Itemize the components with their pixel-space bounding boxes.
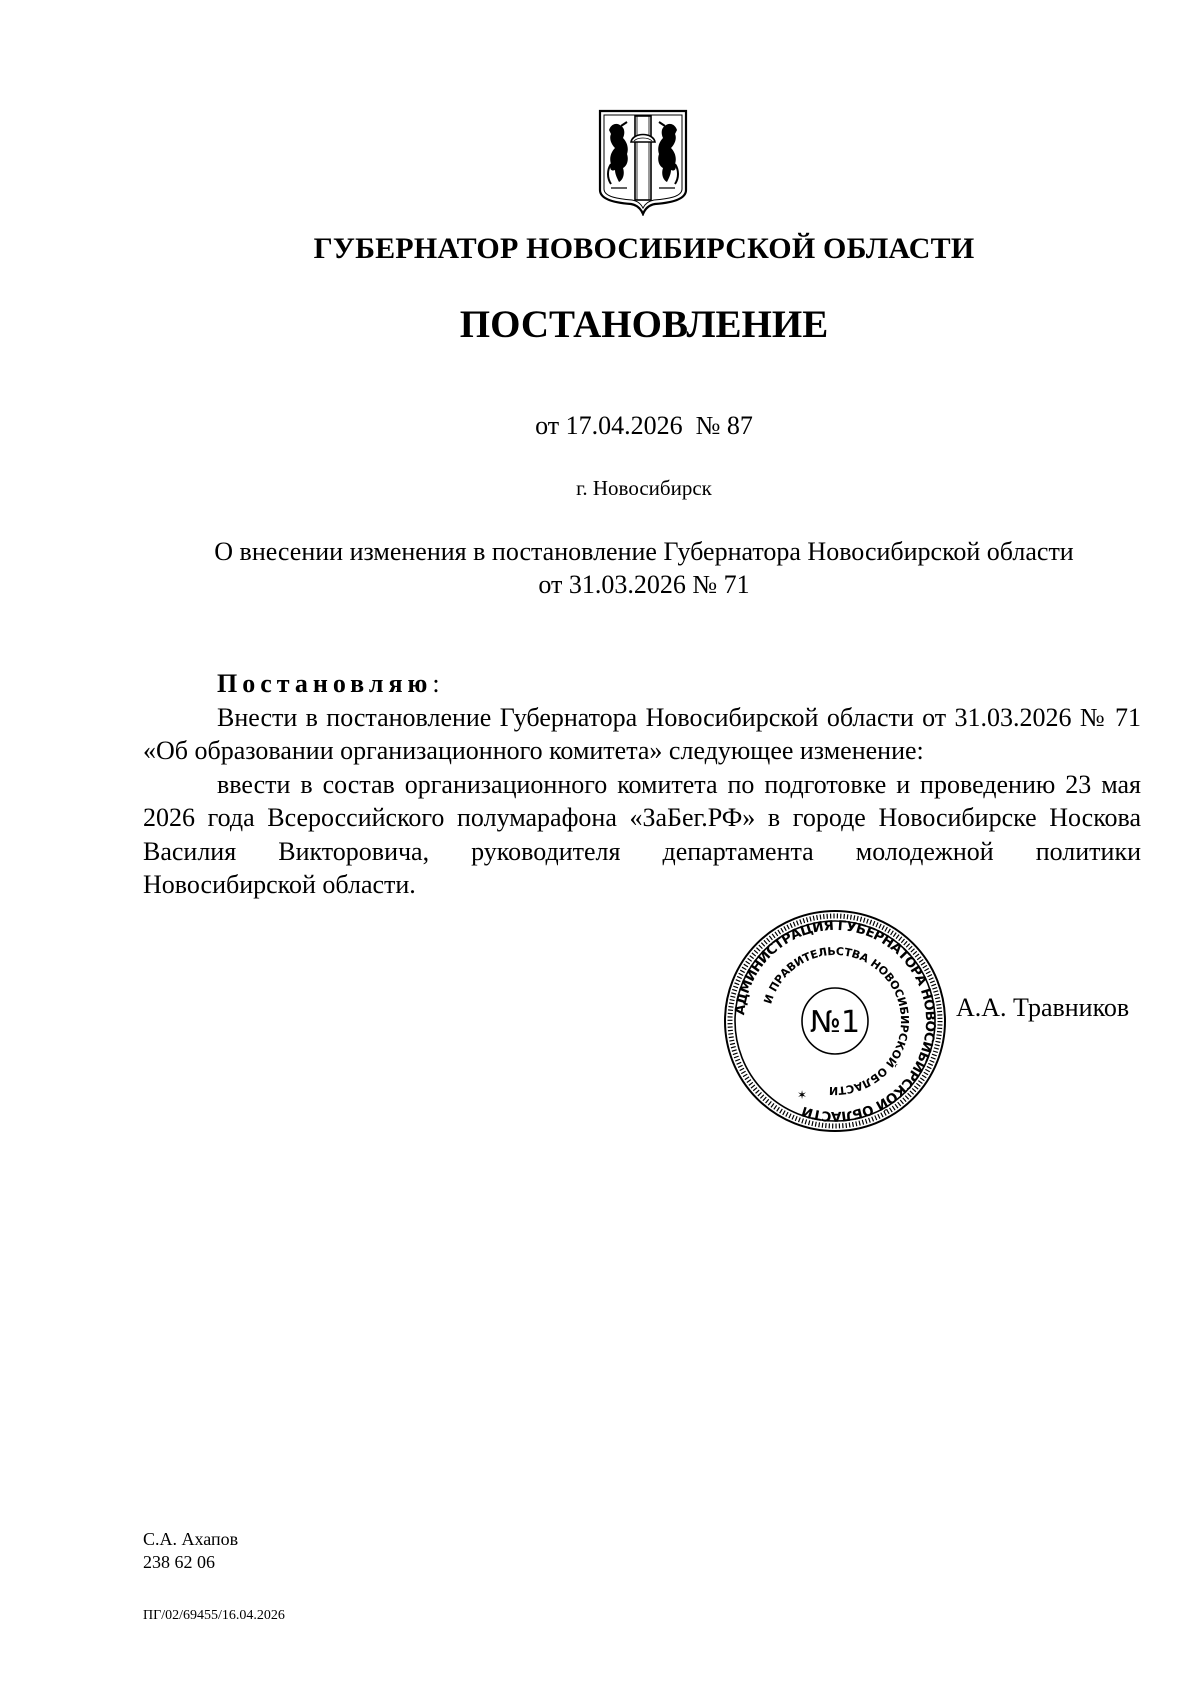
subject-line-1: О внесении изменения в постановление Губернатора Новосибирской области (214, 537, 1074, 566)
resolve-word: Постановляю (217, 669, 433, 698)
document-subject (0, 535, 1200, 601)
document-date-number: от 17.04.2026 № 87 (535, 411, 753, 440)
document-reference: ПГ/02/69455/16.04.2026 (143, 1608, 285, 1623)
document-type: ПОСТАНОВЛЕНИЕ (459, 303, 829, 346)
document-body (143, 667, 1141, 902)
executor-phone: 238 62 06 (143, 1552, 215, 1572)
coat-of-arms-icon (597, 108, 689, 216)
body-paragraph-1: Внести в постановление Губернатора Новосибирской области от 31.03.2026 № 71 «Об образовании организационного комитета» следующее изменение: (143, 702, 1141, 765)
executor-block (143, 1528, 238, 1574)
resolve-colon: : (432, 669, 440, 698)
seal-star-icon: ✶ (796, 1088, 808, 1102)
seal-outer-text-path: АДМИНИСТРАЦИЯ ГУБЕРНАТОРА НОВОСИБИРСКОЙ ОБЛАСТИ (732, 917, 939, 1125)
seal-inner-text-path: И ПРАВИТЕЛЬСТВА НОВОСИБИРСКОЙ ОБЛАСТИ (761, 944, 912, 1098)
body-paragraph-2: ввести в состав организационного комитета по подготовке и проведению 23 мая 2026 года Всероссийского полумарафона «ЗаБег.РФ» в городе Новосибирске Носкова Василия Викторовича, руководителя департамента молодежной политики Новосибирской области. (143, 769, 1141, 899)
executor-name: С.А. Ахапов (143, 1529, 239, 1549)
document-city: г. Новосибирск (576, 476, 712, 500)
resolve-heading (143, 667, 1141, 701)
subject-line-2: от 31.03.2026 № 71 (538, 570, 750, 599)
official-seal (722, 908, 948, 1134)
issuing-authority: ГУБЕРНАТОР НОВОСИБИРСКОЙ ОБЛАСТИ (313, 232, 975, 265)
signatory-name: А.А. Травников (956, 993, 1130, 1022)
seal-center-number: №1 (809, 1005, 861, 1040)
